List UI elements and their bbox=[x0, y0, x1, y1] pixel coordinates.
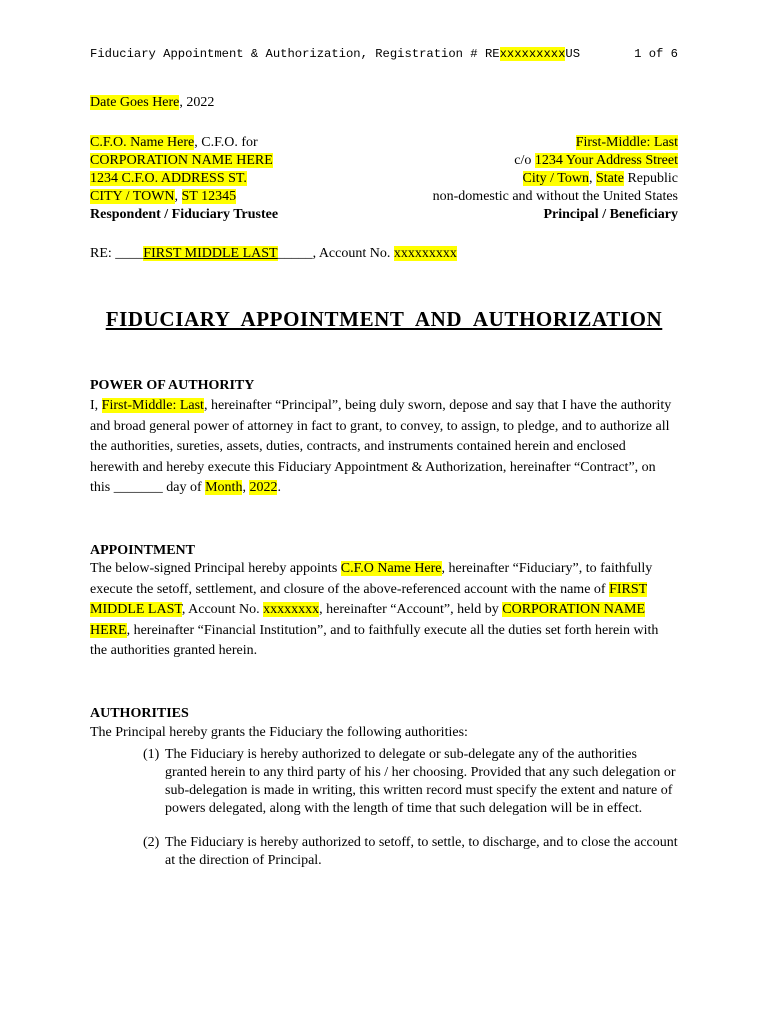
re-blank-before: ____ bbox=[115, 246, 144, 261]
respondent-role: Respondent / Fiduciary Trustee bbox=[90, 207, 279, 222]
respondent-line-3 bbox=[90, 170, 278, 188]
appt-text-5: , hereinafter “Financial Institution”, and to faithfully execute all the duties set forth herein with the authorities granted herein. bbox=[90, 622, 659, 659]
appt-text-1: The below-signed Principal hereby appoints bbox=[90, 561, 341, 576]
care-of-text: c/o bbox=[514, 153, 535, 168]
republic-text: Republic bbox=[623, 171, 678, 186]
principal-state-placeholder: State bbox=[595, 171, 624, 186]
re-account-placeholder: xxxxxxxxx bbox=[393, 246, 457, 261]
respondent-line-4 bbox=[90, 188, 278, 206]
respondent-city-sep: , bbox=[174, 189, 182, 204]
poa-year-placeholder: 2022 bbox=[249, 480, 278, 496]
power-of-authority-paragraph bbox=[90, 396, 678, 499]
poa-text-4: . bbox=[277, 480, 281, 496]
principal-line-1 bbox=[360, 134, 678, 152]
header-title-prefix: Fiduciary Appointment & Authorization, Registration # RE bbox=[90, 47, 500, 61]
re-line bbox=[90, 245, 457, 263]
poa-text-3: , bbox=[242, 480, 250, 496]
appt-corporation-placeholder: CORPORATION NAME HERE bbox=[90, 602, 645, 638]
re-account-label: , Account No. bbox=[312, 246, 394, 261]
authorities-heading: AUTHORITIES bbox=[90, 706, 189, 721]
principal-line-3 bbox=[360, 170, 678, 188]
respondent-line-1 bbox=[90, 134, 278, 152]
date-placeholder: Date Goes Here bbox=[90, 95, 180, 110]
respondent-state-zip-placeholder: ST 12345 bbox=[181, 189, 237, 204]
authority-item-number: (2) bbox=[143, 835, 160, 850]
principal-address-placeholder: 1234 Your Address Street bbox=[534, 153, 678, 168]
re-name-placeholder: FIRST MIDDLE LAST bbox=[143, 246, 278, 261]
principal-role: Principal / Beneficiary bbox=[543, 207, 678, 222]
corporation-name-placeholder: CORPORATION NAME HERE bbox=[90, 153, 273, 168]
cfo-name-placeholder: C.F.O. Name Here bbox=[90, 135, 195, 150]
principal-line-2 bbox=[360, 152, 678, 170]
authority-item-text: The Fiduciary is hereby authorized to delegate or sub-delegate any of the authorities granted herein to any third party of his / her choosing. Provided that any such delegation or sub-delegation is made in writing, this written record must specify the extent and nature of powers delegated, along with the length of time that such delegation will be in effect. bbox=[165, 747, 676, 816]
page-indicator: 1 of 6 bbox=[634, 47, 678, 61]
respondent-line-2 bbox=[90, 152, 278, 170]
appointment-paragraph bbox=[90, 559, 678, 662]
date-year: , 2022 bbox=[179, 95, 215, 110]
respondent-city-placeholder: CITY / TOWN bbox=[90, 189, 175, 204]
cfo-address-placeholder: 1234 C.F.O. ADDRESS ST. bbox=[90, 171, 247, 186]
principal-city-placeholder: City / Town bbox=[522, 171, 589, 186]
poa-text-1: I, bbox=[90, 398, 102, 413]
appt-name-placeholder: FIRST MIDDLE LAST bbox=[90, 581, 648, 618]
principal-line-4: non-domestic and without the United States bbox=[432, 189, 678, 204]
appointment-heading: APPOINTMENT bbox=[90, 543, 195, 558]
header-title-suffix: US bbox=[565, 47, 581, 61]
header-title bbox=[90, 47, 580, 62]
document-date bbox=[90, 94, 214, 112]
appt-text-2: , hereinafter “Fiduciary”, to faithfully execute the setoff, settlement, and closure of the above-referenced account with the name of bbox=[90, 561, 653, 597]
principal-name-placeholder: First-Middle: Last bbox=[575, 135, 678, 150]
principal-address-block bbox=[360, 134, 678, 224]
re-label: RE: bbox=[90, 246, 116, 261]
authority-item-text: The Fiduciary is hereby authorized to setoff, to settle, to discharge, and to close the account at the direction of Principal. bbox=[165, 835, 678, 868]
appt-account-placeholder: xxxxxxxx bbox=[263, 602, 320, 618]
cfo-for-text: , C.F.O. for bbox=[194, 135, 258, 150]
respondent-address-block bbox=[90, 134, 278, 224]
appt-text-3: , Account No. bbox=[181, 602, 264, 618]
authority-item-number: (1) bbox=[143, 747, 160, 762]
document-title: FIDUCIARY APPOINTMENT AND AUTHORIZATION bbox=[105, 307, 663, 331]
poa-name-placeholder: First-Middle: Last bbox=[101, 398, 204, 413]
registration-number-placeholder: xxxxxxxxx bbox=[499, 47, 566, 61]
authority-item bbox=[143, 834, 678, 870]
principal-city-sep: , bbox=[588, 171, 596, 186]
poa-month-placeholder: Month bbox=[205, 480, 243, 496]
authorities-list bbox=[143, 746, 678, 870]
appt-text-4: , hereinafter “Account”, held by bbox=[319, 602, 503, 618]
power-of-authority-heading: POWER OF AUTHORITY bbox=[90, 378, 255, 393]
authority-item bbox=[143, 746, 678, 818]
poa-text-2: , hereinafter “Principal”, being duly sworn, depose and say that I have the authority and broad general power of attorney in fact to grant, to convey, to assign, to pledge, and to authorize all the authorities, sureties, assets, duties, contracts, and instruments contained herein and enclosed herewith and hereby execute this Fiduciary Appointment & Authorization, hereinafter “Contract”, on this _______ day of bbox=[90, 398, 672, 496]
appt-cfo-placeholder: C.F.O Name Here bbox=[340, 561, 442, 576]
re-blank-after: _____ bbox=[277, 246, 313, 261]
authorities-intro: The Principal hereby grants the Fiduciary the following authorities: bbox=[90, 725, 468, 740]
